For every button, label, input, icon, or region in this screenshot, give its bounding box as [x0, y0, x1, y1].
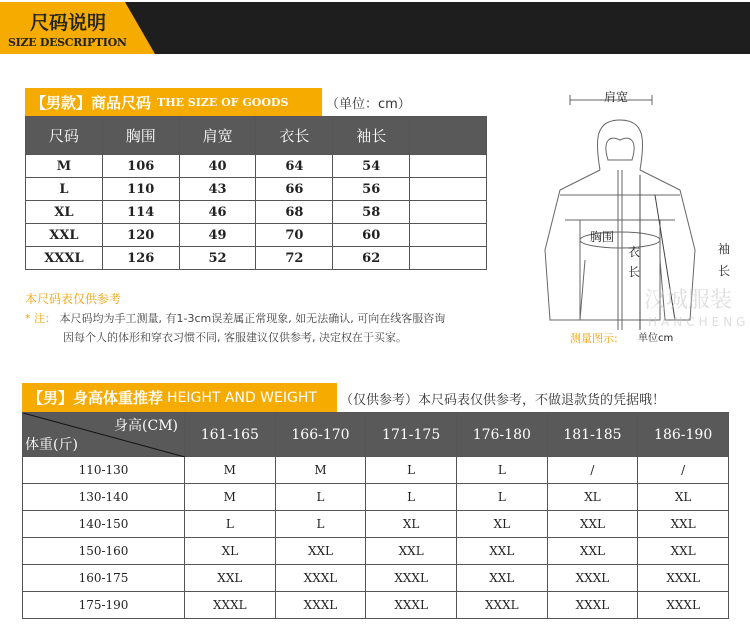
weight-axis-label: 体重(斤) — [25, 437, 78, 453]
height-column-header: 166-170 — [275, 413, 366, 457]
table-cell: M — [26, 155, 103, 178]
table-row — [23, 484, 729, 511]
size-cell: XXXL — [638, 565, 729, 592]
table-cell: 114 — [102, 201, 179, 224]
table-cell: 54 — [333, 155, 410, 178]
size-cell: M — [275, 457, 366, 484]
table-cell: 120 — [102, 224, 179, 247]
table-cell: 49 — [179, 224, 256, 247]
size-cell: XL — [638, 484, 729, 511]
table-cell: 43 — [179, 178, 256, 201]
height-column-header: 186-190 — [638, 413, 729, 457]
header-title: 尺码说明 — [30, 12, 107, 34]
size-cell: L — [275, 511, 366, 538]
table-cell: 126 — [102, 247, 179, 270]
size-cell: XXXL — [638, 592, 729, 619]
notes-title: 本尺码表仅供参考 — [25, 292, 122, 306]
size-cell: XL — [366, 511, 457, 538]
chest-label: 胸围 — [590, 230, 615, 244]
table-cell: 46 — [179, 201, 256, 224]
hw-section-label-en: HEIGHT AND WEIGHT — [167, 389, 317, 406]
table-cell — [410, 155, 487, 178]
size-cell: XL — [456, 511, 547, 538]
size-cell: L — [366, 484, 457, 511]
watermark: 汉城服装 — [644, 288, 733, 313]
table-row — [26, 178, 487, 201]
hw-section-title — [22, 383, 337, 412]
measurement-diagram — [540, 80, 750, 350]
table-cell: 52 — [179, 247, 256, 270]
size-cell: XL — [547, 484, 638, 511]
table-cell: 60 — [333, 224, 410, 247]
length-label: 衣长 — [628, 245, 641, 279]
table-row — [23, 538, 729, 565]
hw-note: （仅供参考）本尺码表仅供参考，不做退款货的凭据哦！ — [340, 393, 666, 408]
table-cell: 110 — [102, 178, 179, 201]
size-cell: XXL — [185, 565, 276, 592]
size-cell: XXL — [366, 538, 457, 565]
table-row — [26, 201, 487, 224]
table-cell: 68 — [256, 201, 333, 224]
table-row — [23, 592, 729, 619]
column-header: 袖长 — [333, 117, 410, 155]
size-cell: XXL — [638, 511, 729, 538]
column-header: 衣长 — [256, 117, 333, 155]
table-row — [26, 247, 487, 270]
size-cell: L — [456, 484, 547, 511]
hw-section-label: 【男】身高体重推荐 — [28, 389, 164, 407]
weight-cell: 130-140 — [23, 484, 185, 511]
size-cell: M — [185, 484, 276, 511]
column-header: 肩宽 — [179, 117, 256, 155]
table-cell: L — [26, 178, 103, 201]
table-row — [23, 511, 729, 538]
weight-cell: 110-130 — [23, 457, 185, 484]
table-cell: XXL — [26, 224, 103, 247]
height-weight-table — [22, 412, 729, 619]
table-cell — [410, 224, 487, 247]
weight-cell: 150-160 — [23, 538, 185, 565]
table-cell: 72 — [256, 247, 333, 270]
size-cell: M — [185, 457, 276, 484]
size-cell: XXL — [275, 538, 366, 565]
size-section-label: 【男款】商品尺码 — [31, 93, 152, 112]
table-cell: 40 — [179, 155, 256, 178]
size-cell: XL — [185, 538, 276, 565]
table-cell: 70 — [256, 224, 333, 247]
notes — [25, 290, 445, 347]
column-header: 尺码 — [26, 117, 103, 155]
table-row — [26, 155, 487, 178]
size-cell: XXXL — [275, 592, 366, 619]
size-cell: XXXL — [547, 592, 638, 619]
weight-cell: 160-175 — [23, 565, 185, 592]
notes-prefix: * 注： — [25, 312, 56, 325]
table-cell: 64 — [256, 155, 333, 178]
corner-header — [23, 413, 185, 457]
size-cell: / — [547, 457, 638, 484]
size-cell: L — [366, 457, 457, 484]
height-column-header: 176-180 — [456, 413, 547, 457]
shoulder-label: 肩宽 — [604, 90, 629, 104]
size-cell: XXXL — [275, 565, 366, 592]
table-cell: XL — [26, 201, 103, 224]
diagram-unit: 单位cm — [638, 333, 674, 344]
size-cell: XXXL — [366, 592, 457, 619]
size-cell: XXXL — [366, 565, 457, 592]
notes-line2: 因每个人的体形和穿衣习惯不同, 客服建议仅供参考, 决定权在于买家。 — [63, 331, 407, 344]
size-cell: XXXL — [547, 565, 638, 592]
table-cell: 66 — [256, 178, 333, 201]
size-cell: XXL — [456, 538, 547, 565]
diagram-caption: 测量图示: — [570, 332, 618, 345]
size-cell: / — [638, 457, 729, 484]
column-header — [410, 117, 487, 155]
table-cell — [410, 247, 487, 270]
weight-cell: 140-150 — [23, 511, 185, 538]
column-header: 胸围 — [102, 117, 179, 155]
table-cell: 106 — [102, 155, 179, 178]
size-cell: XXL — [547, 511, 638, 538]
size-cell: XXL — [547, 538, 638, 565]
table-cell — [410, 201, 487, 224]
height-column-header: 161-165 — [185, 413, 276, 457]
height-column-header: 171-175 — [366, 413, 457, 457]
size-cell: L — [185, 511, 276, 538]
weight-cell: 175-190 — [23, 592, 185, 619]
height-axis-label: 身高(CM) — [114, 418, 178, 434]
size-cell: XXL — [456, 565, 547, 592]
size-section-label-en: THE SIZE OF GOODS — [157, 95, 289, 109]
table-cell: 56 — [333, 178, 410, 201]
size-cell: XXL — [638, 538, 729, 565]
watermark-en: HANCHENG — [648, 315, 750, 329]
table-row — [26, 224, 487, 247]
unit-label: （单位：cm） — [326, 97, 411, 112]
table-cell: 58 — [333, 201, 410, 224]
table-cell: 62 — [333, 247, 410, 270]
header-banner — [0, 2, 750, 54]
size-cell: L — [456, 457, 547, 484]
height-column-header: 181-185 — [547, 413, 638, 457]
size-section-title — [25, 88, 322, 116]
size-cell: XXXL — [185, 592, 276, 619]
notes-line1: 本尺码均为手工测量, 有1-3cm误差属正常现象, 如无法确认, 可向在线客服咨询 — [59, 312, 446, 325]
table-cell: XXXL — [26, 247, 103, 270]
sleeve-label: 袖长 — [718, 242, 731, 278]
size-table — [25, 116, 487, 270]
table-cell — [410, 178, 487, 201]
size-cell: XXXL — [456, 592, 547, 619]
table-row — [23, 565, 729, 592]
header-subtitle: SIZE DESCRIPTION — [8, 36, 127, 49]
size-cell: L — [275, 484, 366, 511]
table-row — [23, 457, 729, 484]
